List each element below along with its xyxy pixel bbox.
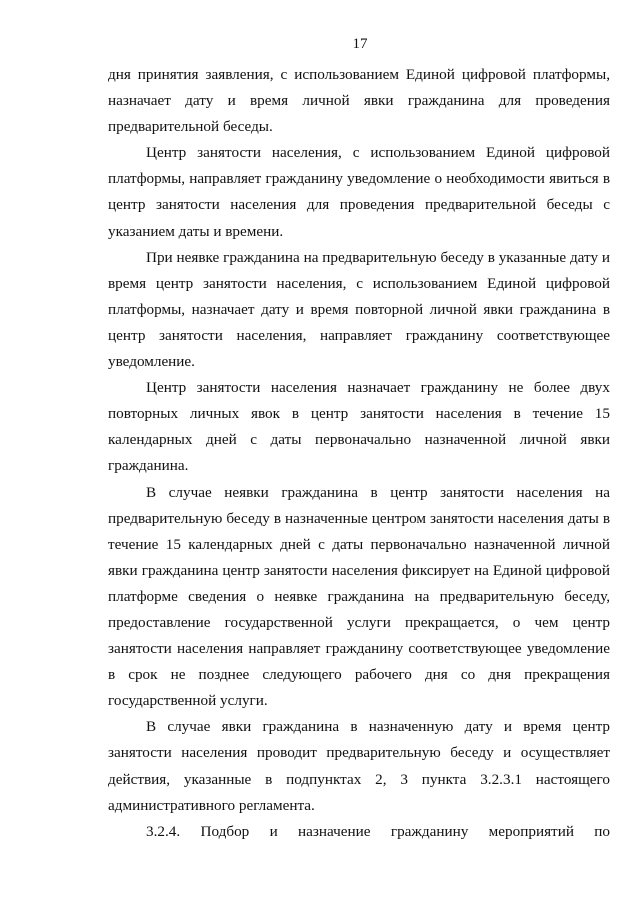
paragraph-4: Центр занятости населения назначает гражданину не более двух повторных личных явок в центр занятости населения в течение 15 календарных дней с даты первоначально назначенной личной явки гражданина. [108,379,610,475]
paragraph-2: Центр занятости населения, с использованием Единой цифровой платформы, направляет гражданину уведомление о необходимости явиться в центр занятости населения для проведения предварительной беседы с указанием даты и времени. [108,144,610,240]
paragraph-3: При неявке гражданина на предварительную беседу в указанные дату и время центр занятости населения, с использованием Единой цифровой платформы, назначает дату и время повторной личной явки гражданина в центр занятости населения, направляет гражданину соответствующее уведомление. [108,248,610,371]
paragraph-5: В случае неявки гражданина в центр занятости населения на предварительную беседу в назначенные центром занятости населения даты в течение 15 календарных дней с даты первоначально назначенной личной явки гражданина центр занятости населения фиксирует на Единой цифровой платформе сведения о неявке гражданина на предварительную беседу, предоставление государственной услуги прекращается, о чем центр занятости населения направляет гражданину соответствующее уведомление в срок не позднее следующего рабочего дня со дня прекращения государственной услуги. [108,483,610,710]
document-body [108,62,610,845]
section-heading-3-2-4: 3.2.4. Подбор и назначение гражданину мероприятий по [146,822,610,840]
paragraph-1: дня принятия заявления, с использованием Единой цифровой платформы, назначает дату и время личной явки гражданина для проведения предварительной беседы. [108,66,610,136]
paragraph-6: В случае явки гражданина в назначенную дату и время центр занятости населения проводит предварительную беседу и осуществляет действия, указанные в подпунктах 2, 3 пункта 3.2.3.1 настоящего административного регламента. [108,718,610,814]
page-number: 17 [352,36,368,52]
